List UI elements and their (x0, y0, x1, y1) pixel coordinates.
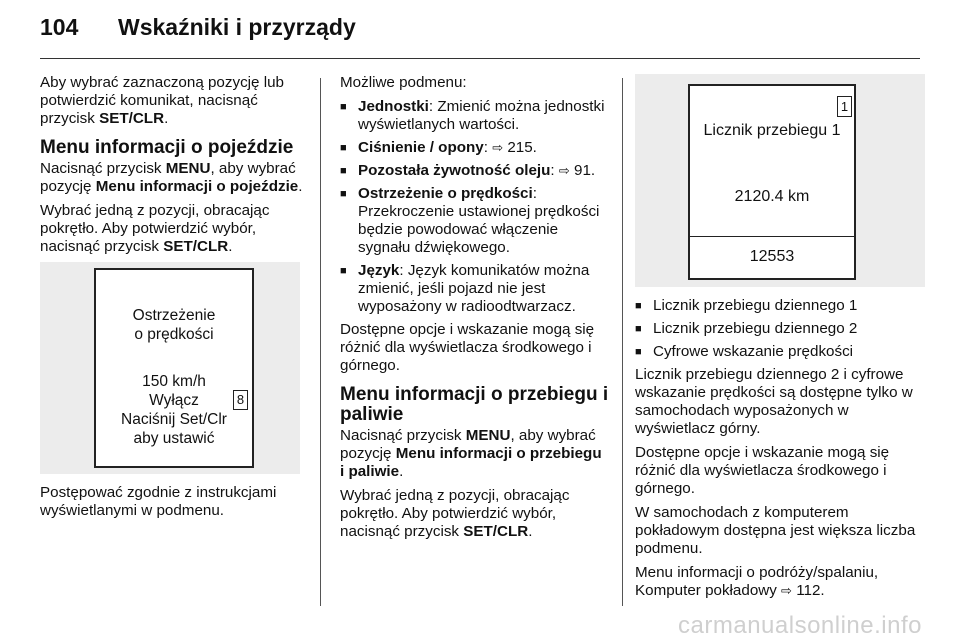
display-line: o prędkości (134, 326, 214, 343)
display-divider (690, 236, 854, 237)
display-title: Licznik przebiegu 1 (703, 122, 841, 139)
column-1 (40, 74, 306, 526)
section-heading-trip-fuel: Menu informacji o przebiegu i paliwie (340, 384, 609, 425)
submenu-lead: Możliwe podmenu: (340, 74, 467, 91)
list-item: ■ Cyfrowe wskazanie prędkości (635, 343, 925, 361)
display-line: Wyłącz (149, 392, 199, 409)
page-ref-icon: ⇨ (558, 163, 570, 178)
display-badge: 1 (837, 96, 852, 117)
options-note: Dostępne opcje i wskazanie mogą się różnić dla wyświetlacza środkowego i górnego. (635, 444, 890, 497)
page-ref-icon: ⇨ (781, 583, 792, 598)
follow-instructions-paragraph: Postępować zgodnie z instrukcjami wyświetlanymi w podmenu. (40, 484, 277, 519)
speed-warning-screen (94, 268, 254, 468)
availability-note: Licznik przebiegu dziennego 2 i cyfrowe wskazanie prędkości są dostępne tylko w samochodach wyposażonych w wyświetlacz górny. (635, 366, 913, 437)
cross-reference: Menu informacji o podróży/spalaniu, Komputer pokładowy ⇨ 112. (635, 564, 879, 599)
column-divider (320, 78, 321, 606)
display-line: Naciśnij Set/Clr (121, 411, 227, 428)
page-number: 104 (40, 14, 79, 40)
speed-warning-display-figure (40, 262, 300, 474)
page-header (40, 14, 356, 41)
watermark: carmanualsonline.info (678, 612, 922, 639)
list-item: ■ Ostrzeżenie o prędkości: Przekroczenie ustawionej prędkości będzie powodować włączenie sygnału dźwiękowego. (340, 185, 610, 257)
display-line: Ostrzeżenie (132, 307, 216, 324)
menu-instruction: Nacisnąć przycisk MENU, aby wybrać pozycję Menu informacji o pojeździe. (40, 160, 303, 195)
list-item: ■ Licznik przebiegu dziennego 2 (635, 320, 925, 338)
select-instruction: Wybrać jedną z pozycji, obracając pokrętło. Aby potwierdzić wybór, nacisnąć przycisk SET/CLR. (40, 202, 270, 255)
computer-note: W samochodach z komputerem pokładowym dostępna jest większa liczba podmenu. (635, 504, 916, 557)
select-instruction: Wybrać jedną z pozycji, obracając pokrętło. Aby potwierdzić wybór, nacisnąć przycisk SET/CLR. (340, 487, 570, 540)
list-item: ■ Jednostki: Zmienić można jednostki wyświetlanych wartości. (340, 98, 610, 134)
list-item: ■ Licznik przebiegu dziennego 1 (635, 297, 925, 315)
intro-paragraph: Aby wybrać zaznaczoną pozycję lub potwierdzić komunikat, nacisnąć przycisk SET/CLR. (40, 74, 284, 127)
display-line: aby ustawić (133, 430, 215, 447)
list-item: ■ Pozostała żywotność oleju: ⇨ 91. (340, 162, 610, 180)
trip-distance-value: 2120.4 km (734, 188, 810, 205)
trip-odometer-screen (688, 84, 856, 280)
trip-odometer-display-figure (635, 74, 925, 287)
header-rule (40, 58, 920, 59)
menu-instruction: Nacisnąć przycisk MENU, aby wybrać pozycję Menu informacji o przebiegu i paliwie. (340, 427, 602, 480)
list-item: ■ Język: Język komunikatów można zmienić, jeśli pojazd nie jest wyposażony w radioodtwarzacz. (340, 262, 610, 316)
options-note: Dostępne opcje i wskazanie mogą się różnić dla wyświetlacza środkowego i górnego. (340, 321, 595, 374)
column-2 (340, 74, 610, 547)
odometer-value: 12553 (749, 248, 795, 265)
column-divider (622, 78, 623, 606)
list-item: ■ Ciśnienie / opony: ⇨ 215. (340, 139, 610, 157)
page-title: Wskaźniki i przyrządy (118, 14, 356, 40)
display-badge: 8 (233, 390, 248, 410)
column-3 (635, 74, 925, 606)
page-ref-icon: ⇨ (492, 140, 504, 155)
section-heading-vehicle-info: Menu informacji o pojeździe (40, 137, 294, 158)
display-speed-value: 150 km/h (142, 373, 206, 390)
